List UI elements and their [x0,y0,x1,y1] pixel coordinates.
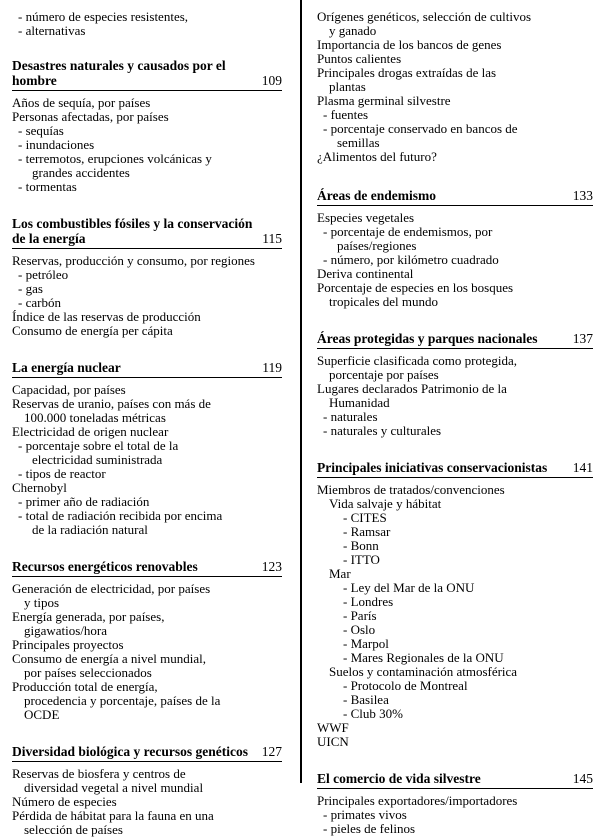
section-page-number: 133 [572,188,593,203]
section-heading[interactable] [317,331,593,349]
toc-entry: Reservas de uranio, países con más de [12,396,211,411]
section-heading[interactable] [12,216,282,249]
column-divider [300,0,302,783]
toc-entry: - inundaciones [18,137,95,152]
right-column [317,10,593,836]
toc-entry: Principales proyectos [12,637,124,652]
toc-entry: Reservas de biosfera y centros de [12,766,186,781]
toc-entry: Superficie clasificada como protegida, [317,353,517,368]
toc-entry: procedencia y porcentaje, países de la [24,693,221,708]
toc-entry: Electricidad de origen nuclear [12,424,169,439]
toc-entry: - fuentes [323,107,369,122]
toc-entry: Consumo de energía a nivel mundial, [12,651,206,666]
toc-entry: ¿Alimentos del futuro? [317,149,437,164]
toc-entry: - porcentaje conservado en bancos de [323,121,518,136]
toc-section-desastres [12,58,282,194]
toc-entry: - naturales [323,409,378,424]
toc-entry: - Mares Regionales de la ONU [343,650,504,665]
toc-entry: Chernobyl [12,480,67,495]
section-title: Recursos energéticos renovables [12,559,198,574]
toc-entry: - tipos de reactor [18,466,106,481]
section-title: Los combustibles fósiles y la conservación de la energía [12,216,253,246]
section-page-number: 145 [572,771,593,786]
toc-entry: - terremotos, erupciones volcánicas y [18,151,212,166]
toc-entry: - total de radiación recibida por encima [18,508,223,523]
toc-entry: porcentaje por países [329,367,439,382]
toc-entry: - Protocolo de Montreal [343,678,468,693]
toc-entry: Porcentaje de especies en los bosques [317,280,514,295]
toc-entry: Número de especies [12,794,117,809]
toc-entry: y ganado [329,23,377,38]
toc-entry: OCDE [24,707,60,722]
toc-entry: Importancia de los bancos de genes [317,37,502,52]
section-page-number: 141 [572,460,593,475]
toc-entry: - gas [18,281,43,296]
section-page-number: 109 [261,73,282,88]
toc-entry: Principales drogas extraídas de las [317,65,497,80]
toc-entry: grandes accidentes [32,165,130,180]
toc-entry: Mar [329,566,351,581]
section-page-number: 127 [261,744,282,759]
toc-entry: UICN [317,734,349,749]
toc-entry: Humanidad [329,395,390,410]
toc-entry: Principales exportadores/importadores [317,793,518,808]
toc-entry: - CITES [343,510,387,525]
toc-entry: electricidad suministrada [32,452,163,467]
toc-section-origenes [317,10,593,164]
section-heading[interactable] [317,771,593,789]
section-heading[interactable] [317,188,593,206]
toc-entry: Especies vegetales [317,210,415,225]
toc-section-nuclear [12,360,282,537]
toc-entry: semillas [337,135,380,150]
toc-entry: Índice de las reservas de producción [12,309,201,324]
toc-entry: - Marpol [343,636,389,651]
toc-entry: Plasma germinal silvestre [317,93,451,108]
toc-entry: - pieles de felinos [323,821,416,836]
toc-entry: selección de países [24,822,123,837]
toc-entry: WWF [317,720,349,735]
toc-entry: Suelos y contaminación atmosférica [329,664,518,679]
section-page-number: 137 [572,331,593,346]
toc-entry: - primates vivos [323,807,407,822]
section-heading[interactable] [12,360,282,378]
toc-entry: - petróleo [18,267,69,282]
toc-entry: Reservas, producción y consumo, por regiones [12,253,255,268]
toc-entry: - Londres [343,594,394,609]
toc-entry: - Bonn [343,538,379,553]
toc-entry: - número, por kilómetro cuadrado [323,252,499,267]
toc-entry: - Oslo [343,622,376,637]
toc-entry: - Ley del Mar de la ONU [343,580,475,595]
toc-entry: - ITTO [343,552,380,567]
section-title: Principales iniciativas conservacionistas [317,460,548,475]
toc-entry: Vida salvaje y hábitat [329,496,442,511]
toc-entry: - porcentaje sobre el total de la [18,438,179,453]
toc-entry: y tipos [24,595,60,610]
section-heading[interactable] [12,58,282,91]
section-heading[interactable] [317,460,593,478]
toc-entry: Energía generada, por países, [12,609,165,624]
toc-entry: países/regiones [337,238,417,253]
toc-entry: por países seleccionados [24,665,152,680]
toc-entry: Lugares declarados Patrimonio de la [317,381,507,396]
toc-entry: Producción total de energía, [12,679,158,694]
section-page-number: 115 [262,231,282,246]
toc-entry: - tormentas [18,179,77,194]
toc-section-combustibles [12,216,282,338]
toc-entry: - París [343,608,377,623]
toc-section-protegidas [317,331,593,438]
toc-section-intro [12,10,282,38]
toc-entry: - Basilea [343,692,389,707]
toc-entry: plantas [329,79,366,94]
toc-entry: Capacidad, por países [12,382,126,397]
toc-entry: - Club 30% [343,706,403,721]
section-title: Áreas protegidas y parques nacionales [317,331,538,346]
section-title: Desastres naturales y causados por el hombre [12,58,226,88]
section-title: Áreas de endemismo [317,188,436,203]
toc-entry: - Ramsar [343,524,391,539]
toc-entry: - naturales y culturales [323,423,442,438]
toc-entry: 100.000 toneladas métricas [24,410,166,425]
toc-entry: - carbón [18,295,61,310]
toc-entry: Puntos calientes [317,51,402,66]
toc-entry: - alternativas [18,23,86,38]
toc-section-endemismo [317,188,593,309]
toc-section-comercio [317,771,593,836]
toc-section-diversidad [12,744,282,837]
toc-entry: diversidad vegetal a nivel mundial [24,780,204,795]
section-heading[interactable] [12,559,282,577]
toc-section-renovables [12,559,282,722]
toc-entry: Generación de electricidad, por países [12,581,211,596]
toc-entry: Personas afectadas, por países [12,109,169,124]
left-column [12,10,282,837]
section-heading[interactable] [12,744,282,762]
section-title: El comercio de vida silvestre [317,771,481,786]
toc-entry: - porcentaje de endemismos, por [323,224,493,239]
toc-entry: - sequías [18,123,64,138]
toc-entry: Pérdida de hábitat para la fauna en una [12,808,214,823]
toc-entry: Miembros de tratados/convenciones [317,482,505,497]
toc-entry: - primer año de radiación [18,494,150,509]
toc-entry: Años de sequía, por países [12,95,151,110]
section-title: La energía nuclear [12,360,121,375]
toc-entry: gigawatios/hora [24,623,108,638]
toc-entry: - número de especies resistentes, [18,9,189,24]
toc-entry: Orígenes genéticos, selección de cultivos [317,9,532,24]
toc-entry: tropicales del mundo [329,294,439,309]
toc-section-iniciativas [317,460,593,749]
toc-entry: Consumo de energía per cápita [12,323,173,338]
section-page-number: 119 [262,360,282,375]
toc-entry: Deriva continental [317,266,414,281]
section-page-number: 123 [261,559,282,574]
toc-entry: de la radiación natural [32,522,148,537]
section-title: Diversidad biológica y recursos genéticos [12,744,248,759]
